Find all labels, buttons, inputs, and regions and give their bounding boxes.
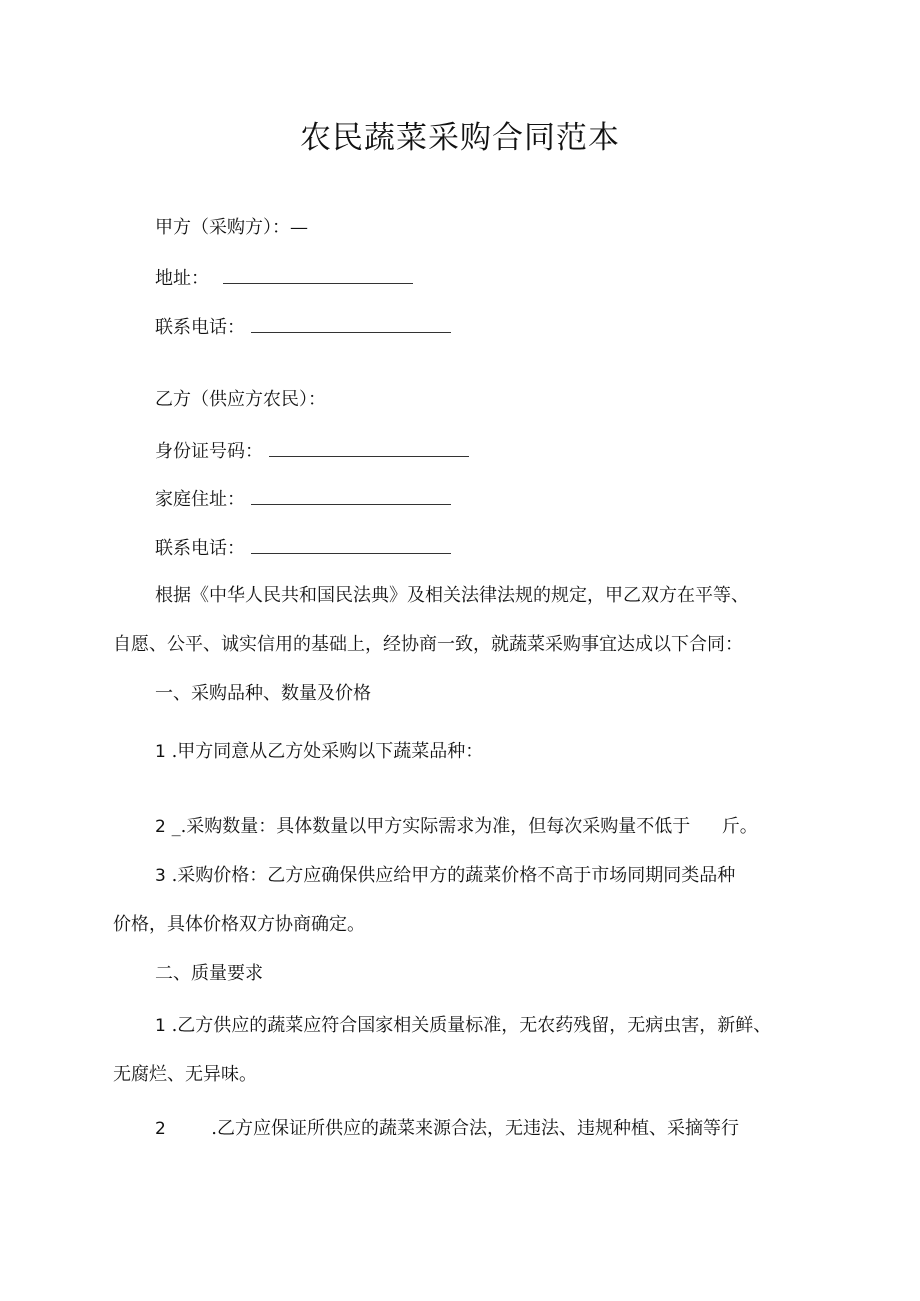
section-2-item-2 [155, 1117, 739, 1141]
section-2-heading: 二、质量要求 [155, 963, 263, 984]
section-1-item-2-unit: 斤。 [721, 816, 758, 837]
party-b-id-blank[interactable] [269, 438, 469, 457]
section-1-item-1-text: .甲方同意从乙方处采购以下蔬菜品种： [171, 741, 484, 762]
party-b-id-label: 身份证号码： [155, 441, 263, 462]
party-b-id-row [155, 438, 469, 464]
party-b-home-blank[interactable] [251, 486, 451, 505]
section-2-item-2-number: 2 [155, 1119, 166, 1139]
section-1-item-1 [155, 740, 483, 764]
party-a-address-row [155, 265, 413, 291]
party-a-address-label: 地址： [155, 268, 209, 289]
party-a-address-blank[interactable] [223, 265, 413, 284]
party-a-phone-row [155, 314, 451, 340]
intro-line-1: 根据《中华人民共和国民法典》及相关法律法规的规定，甲乙双方在平等、 [155, 585, 749, 606]
section-1-item-3-number: 3 [155, 866, 166, 886]
section-1-item-3 [155, 864, 735, 888]
party-b-phone-blank[interactable] [251, 535, 451, 554]
party-b-phone-label: 联系电话： [155, 538, 245, 559]
section-2-item-2-text: .乙方应保证所供应的蔬菜来源合法，无违法、违规种植、采摘等行 [211, 1118, 740, 1139]
section-1-item-3-continuation: 价格，具体价格双方协商确定。 [113, 914, 365, 935]
section-1-item-2 [155, 815, 758, 839]
party-a-phone-blank[interactable] [251, 314, 451, 333]
section-1-item-2-text: _.采购数量：具体数量以甲方实际需求为准，但每次采购量不低于 [171, 816, 691, 837]
party-b-phone-row [155, 535, 451, 561]
party-a-heading: 甲方（采购方）：— [155, 217, 308, 238]
section-2-item-1-number: 1 [155, 1016, 166, 1036]
party-b-home-row [155, 486, 451, 512]
intro-line-2: 自愿、公平、诚实信用的基础上，经协商一致，就蔬菜采购事宜达成以下合同： [113, 634, 743, 655]
party-b-heading: 乙方（供应方农民）： [155, 389, 326, 410]
section-2-item-1-continuation: 无腐烂、无异味。 [113, 1064, 257, 1085]
section-2-item-1-text: .乙方供应的蔬菜应符合国家相关质量标准，无农药残留，无病虫害，新鲜、 [171, 1015, 772, 1036]
section-1-heading: 一、采购品种、数量及价格 [155, 683, 371, 704]
section-2-item-1 [155, 1014, 771, 1038]
section-1-item-1-number: 1 [155, 742, 166, 762]
document-title: 农民蔬菜采购合同范本 [300, 120, 620, 156]
section-1-item-2-number: 2 [155, 817, 166, 837]
party-b-home-label: 家庭住址： [155, 489, 245, 510]
section-1-item-3-text: .采购价格：乙方应确保供应给甲方的蔬菜价格不高于市场同期同类品种 [171, 865, 736, 886]
party-a-phone-label: 联系电话： [155, 317, 245, 338]
